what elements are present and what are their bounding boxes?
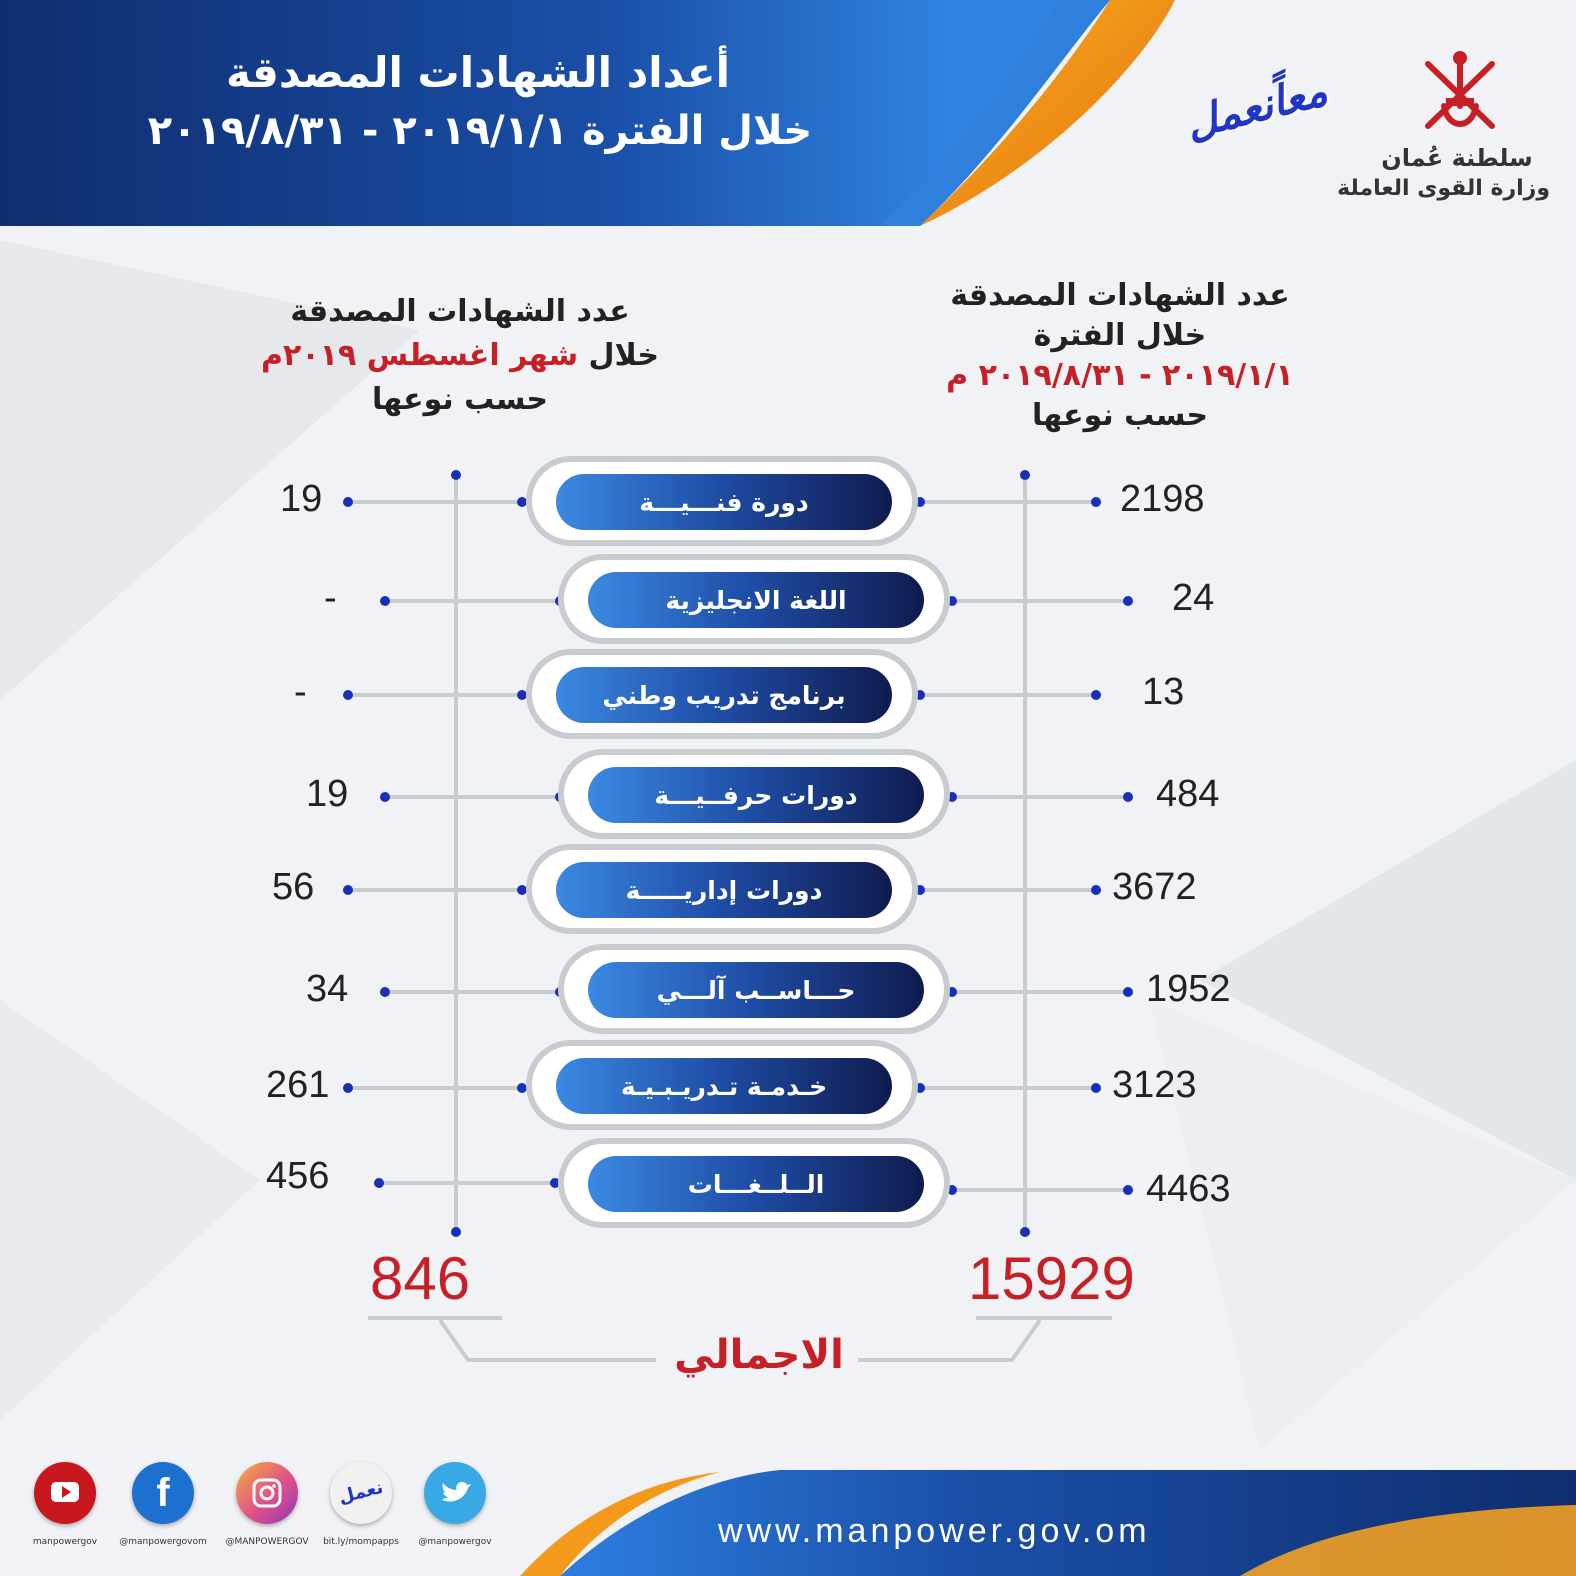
category-label: اللغة الانجليزية	[588, 572, 924, 628]
period-value: 24	[1172, 577, 1215, 619]
left-heading-line1: عدد الشهادات المصدقة	[290, 294, 630, 329]
period-value: 3672	[1112, 866, 1197, 908]
category-label: برنامج تدريب وطني	[556, 667, 892, 723]
instagram-caption[interactable]: @MANPOWERGOV	[225, 1537, 309, 1547]
period-total: 15929	[968, 1245, 1135, 1312]
period-value: 13	[1142, 671, 1185, 713]
website-link[interactable]: www.manpower.gov.om	[718, 1512, 1151, 1550]
category-label: دورات حرفــيـــة	[588, 767, 924, 823]
category-label: دورات إداريـــــة	[556, 862, 892, 918]
august-value: -	[294, 671, 307, 713]
right-heading-line2: خلال الفترة	[1033, 318, 1207, 353]
campaign-logo-text: معاًنعمل	[1180, 65, 1332, 149]
august-value: 19	[306, 773, 349, 815]
left-heading-line3: حسب نوعها	[372, 382, 548, 417]
august-value: 34	[306, 968, 349, 1010]
app-icon[interactable]	[330, 1462, 392, 1524]
august-value: 456	[266, 1155, 330, 1197]
category-label: حـــاســب آلـــي	[588, 962, 924, 1018]
period-value: 1952	[1146, 968, 1231, 1010]
period-value: 484	[1156, 773, 1220, 815]
page-title: أعداد الشهادات المصدقة	[225, 48, 730, 97]
youtube-caption[interactable]: manpowergov	[32, 1537, 98, 1547]
ministry-name-line1: سلطنة عُمان	[1381, 144, 1533, 172]
app-caption[interactable]: bit.ly/mompapps	[323, 1537, 399, 1547]
app-icon-text: نعمل	[336, 1476, 386, 1509]
august-value: 261	[266, 1064, 330, 1106]
page-subtitle-period: خلال الفترة ٢٠١٩/١/١ - ٢٠١٩/٨/٣١	[147, 108, 813, 154]
right-column-heading	[900, 276, 1340, 436]
right-heading-line1: عدد الشهادات المصدقة	[950, 278, 1290, 313]
august-value: 56	[272, 866, 315, 908]
period-value: 3123	[1112, 1064, 1197, 1106]
category-label: خـدمـة تـدريـبـيـة	[556, 1058, 892, 1114]
category-label: دورة فنـــيـــة	[556, 474, 892, 530]
left-heading-line2: خلال شهر اغسطس ٢٠١٩م	[261, 338, 659, 373]
ministry-name-line2: وزارة القوى العاملة	[1337, 176, 1550, 201]
august-value: -	[324, 577, 337, 619]
august-value: 19	[280, 478, 323, 520]
instagram-icon[interactable]	[236, 1462, 298, 1524]
oman-emblem-icon	[1408, 46, 1512, 142]
facebook-caption[interactable]: @manpowergovom	[119, 1537, 207, 1547]
left-heading-month: شهر اغسطس ٢٠١٩م	[261, 338, 579, 373]
right-heading-line4: حسب نوعها	[1032, 398, 1208, 433]
youtube-icon[interactable]	[34, 1462, 96, 1524]
facebook-icon[interactable]: f	[132, 1462, 194, 1524]
period-value: 2198	[1120, 478, 1205, 520]
category-label: الــلــغـــات	[588, 1156, 924, 1212]
twitter-icon[interactable]	[424, 1462, 486, 1524]
right-heading-period: ٢٠١٩/١/١ - ٢٠١٩/٨/٣١ م	[946, 358, 1294, 393]
left-column-heading	[240, 290, 680, 422]
total-label: الاجمالي	[674, 1332, 844, 1378]
twitter-caption[interactable]: @manpowergov	[418, 1537, 492, 1547]
period-value: 4463	[1146, 1168, 1231, 1210]
august-total: 846	[370, 1245, 471, 1312]
